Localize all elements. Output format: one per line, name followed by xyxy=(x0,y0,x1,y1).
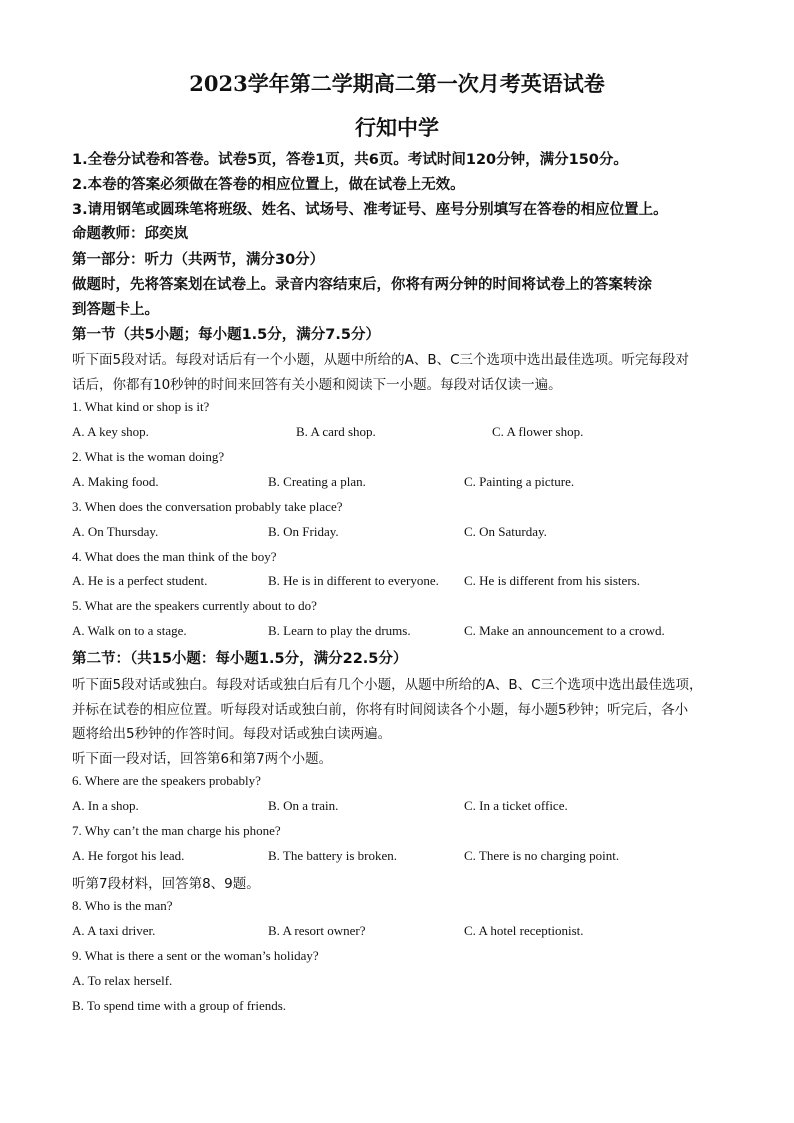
teacher-line: 命题教师：邱奕岚 xyxy=(72,226,188,242)
q1-option-a: A. A key shop. xyxy=(72,424,149,439)
instruction-3: 3.请用钢笔或圆珠笔将班级、姓名、试场号、准考证号、座号分别填写在答卷的相应位置上。 xyxy=(72,202,668,218)
section2-desc-line-3: 题将给出5秒钟的作答时间。每段对话或独白读两遍。 xyxy=(72,726,392,742)
question-9: 9. What is there a sent or the woman’s holiday? xyxy=(72,948,319,963)
q6-option-a: A. In a shop. xyxy=(72,798,139,813)
section1-desc-line-2: 话后，你都有10秒钟的时间来回答有关小题和阅读下一小题。每段对话仅读一遍。 xyxy=(72,377,562,393)
question-1: 1. What kind or shop is it? xyxy=(72,399,210,414)
q8-option-b: B. A resort owner? xyxy=(268,923,366,938)
question-2: 2. What is the woman doing? xyxy=(72,449,225,464)
q7-option-a: A. He forgot his lead. xyxy=(72,848,185,863)
question-4: 4. What does the man think of the boy? xyxy=(72,549,277,564)
question-5: 5. What are the speakers currently about to do? xyxy=(72,598,317,613)
instruction-1: 1.全卷分试卷和答卷。试卷5页，答卷1页，共6页。考试时间120分钟，满分150分。 xyxy=(72,152,628,168)
part1-title: 第一部分：听力（共两节，满分30分） xyxy=(72,252,325,268)
q5-option-a: A. Walk on to a stage. xyxy=(72,623,187,638)
section1-title: 第一节（共5小题；每小题1.5分，满分7.5分） xyxy=(72,327,380,343)
section2-intro-q6: 听下面一段对话，回答第6和第7两个小题。 xyxy=(72,751,333,767)
instruction-2: 2.本卷的答案必须做在答卷的相应位置上，做在试卷上无效。 xyxy=(72,177,465,193)
part1-desc-line-1: 做题时，先将答案划在试卷上。录音内容结束后，你将有两分钟的时间将试卷上的答案转涂 xyxy=(72,277,652,293)
section2-desc-line-1: 听下面5段对话或独白。每段对话或独白后有几个小题，从题中所给的A、B、C三个选项中选出最佳选项， xyxy=(72,677,703,693)
part1-desc-line-2: 到答题卡上。 xyxy=(72,302,159,318)
question-3: 3. When does the conversation probably take place? xyxy=(72,499,343,514)
section2-intro-q8: 听第7段材料，回答第8、9题。 xyxy=(72,876,260,892)
q2-option-b: B. Creating a plan. xyxy=(268,474,366,489)
section2-title: 第二节：（共15小题：每小题1.5分，满分22.5分） xyxy=(72,651,408,667)
q2-option-c: C. Painting a picture. xyxy=(464,474,575,489)
section1-desc-line-1: 听下面5段对话。每段对话后有一个小题，从题中所给的A、B、C三个选项中选出最佳选项。听完每段对 xyxy=(72,352,690,368)
q9-option-a: A. To relax herself. xyxy=(72,973,173,988)
question-7: 7. Why can’t the man charge his phone? xyxy=(72,823,281,838)
q7-option-c: C. There is no charging point. xyxy=(464,848,620,863)
q1-option-c: C. A flower shop. xyxy=(492,424,584,439)
q8-option-a: A. A taxi driver. xyxy=(72,923,156,938)
q8-option-c: C. A hotel receptionist. xyxy=(464,923,584,938)
q6-option-b: B. On a train. xyxy=(268,798,339,813)
q5-option-c: C. Make an announcement to a crowd. xyxy=(464,623,665,638)
q3-option-b: B. On Friday. xyxy=(268,524,339,539)
q2-option-a: A. Making food. xyxy=(72,474,159,489)
q3-option-a: A. On Thursday. xyxy=(72,524,159,539)
exam-title: 2023学年第二学期高二第一次月考英语试卷 xyxy=(189,71,605,96)
section2-desc-line-2: 并标在试卷的相应位置。听每段对话或独白前，你将有时间阅读各个小题，每小题5秒钟；听完后，各小 xyxy=(72,702,689,718)
school-name: 行知中学 xyxy=(355,115,439,140)
q3-option-c: C. On Saturday. xyxy=(464,524,547,539)
q9-option-b: B. To spend time with a group of friends. xyxy=(72,998,287,1013)
q4-option-a: A. He is a perfect student. xyxy=(72,573,208,588)
q6-option-c: C. In a ticket office. xyxy=(464,798,568,813)
question-6: 6. Where are the speakers probably? xyxy=(72,773,261,788)
q4-option-b: B. He is in different to everyone. xyxy=(268,573,439,588)
q4-option-c: C. He is different from his sisters. xyxy=(464,573,640,588)
q1-option-b: B. A card shop. xyxy=(296,424,376,439)
question-8: 8. Who is the man? xyxy=(72,898,173,913)
q7-option-b: B. The battery is broken. xyxy=(268,848,398,863)
q5-option-b: B. Learn to play the drums. xyxy=(268,623,411,638)
